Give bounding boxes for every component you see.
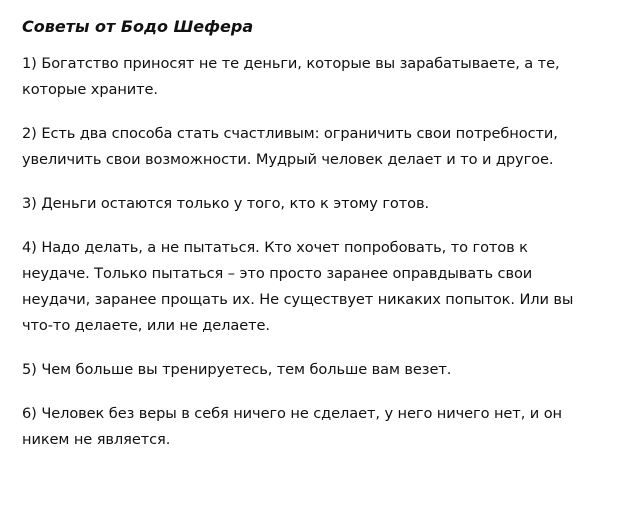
tip-3: 3) Деньги остаются только у того, кто к этому готов. [22, 195, 430, 212]
tips-list [22, 51, 598, 453]
tip-4: 4) Надо делать, а не пытаться. Кто хочет попробовать, то готов к неудаче. Только пытаться – это просто заранее оправдывать свои неудачи, заранее прощать их. Не существует никаких попыток. Или вы что-то делаете, или не делаете. [22, 239, 574, 334]
document-title: Советы от Бодо Шефера [22, 17, 254, 36]
tip-6: 6) Человек без веры в себя ничего не сделает, у него ничего нет, и он никем не является. [22, 405, 562, 448]
tip-1: 1) Богатство приносят не те деньги, которые вы зарабатываете, а те, которые храните. [22, 55, 560, 98]
tip-5: 5) Чем больше вы тренируетесь, тем больше вам везет. [22, 361, 452, 378]
tip-2: 2) Есть два способа стать счастливым: ограничить свои потребности, увеличить свои возможности. Мудрый человек делает и то и другое. [22, 125, 558, 168]
